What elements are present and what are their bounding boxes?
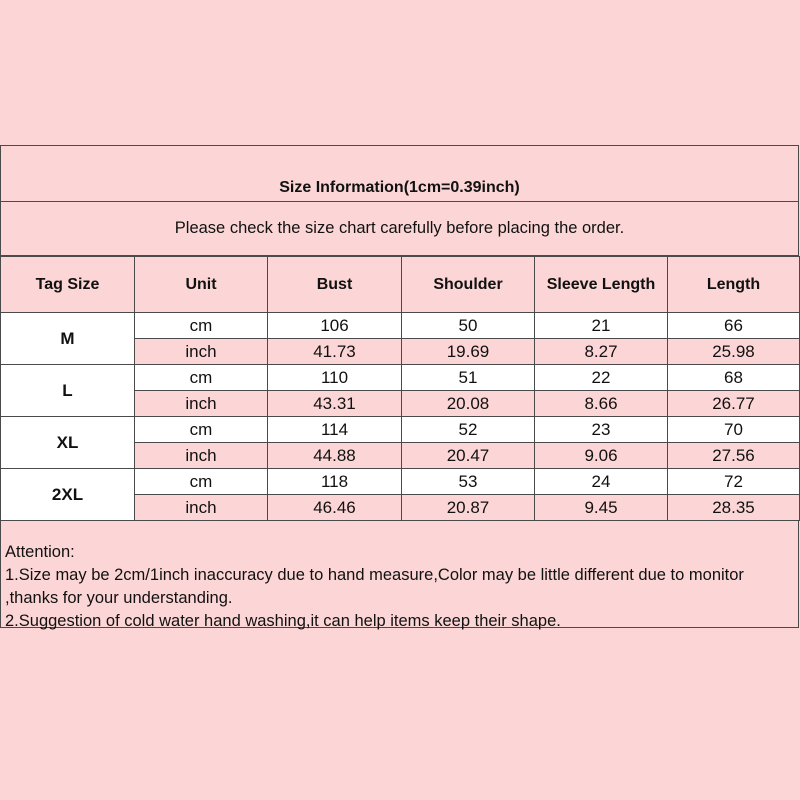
attention-heading: Attention: bbox=[5, 543, 75, 561]
shoulder-cell: 19.69 bbox=[402, 339, 535, 365]
header-sleeve-length: Sleeve Length bbox=[535, 257, 668, 313]
tag-size-cell: 2XL bbox=[1, 469, 135, 521]
order-note: Please check the size chart carefully before placing the order. bbox=[1, 202, 798, 256]
sleeve-length-cell: 24 bbox=[535, 469, 668, 495]
size-table bbox=[0, 256, 800, 521]
length-cell: 66 bbox=[668, 313, 800, 339]
length-cell: 70 bbox=[668, 417, 800, 443]
unit-cell: inch bbox=[135, 339, 268, 365]
sleeve-length-cell: 22 bbox=[535, 365, 668, 391]
bust-cell: 114 bbox=[268, 417, 402, 443]
shoulder-cell: 51 bbox=[402, 365, 535, 391]
unit-cell: cm bbox=[135, 313, 268, 339]
header-length: Length bbox=[668, 257, 800, 313]
shoulder-cell: 52 bbox=[402, 417, 535, 443]
header-bust: Bust bbox=[268, 257, 402, 313]
unit-cell: inch bbox=[135, 495, 268, 521]
bust-cell: 46.46 bbox=[268, 495, 402, 521]
header-shoulder: Shoulder bbox=[402, 257, 535, 313]
unit-cell: cm bbox=[135, 365, 268, 391]
sleeve-length-cell: 23 bbox=[535, 417, 668, 443]
attention-notes bbox=[1, 521, 798, 633]
bust-cell: 110 bbox=[268, 365, 402, 391]
shoulder-cell: 50 bbox=[402, 313, 535, 339]
table-row bbox=[1, 469, 800, 495]
tag-size-cell: M bbox=[1, 313, 135, 365]
table-row bbox=[1, 365, 800, 391]
shoulder-cell: 53 bbox=[402, 469, 535, 495]
length-cell: 25.98 bbox=[668, 339, 800, 365]
header-row bbox=[1, 257, 800, 313]
attention-line-1: 1.Size may be 2cm/1inch inaccuracy due to hand measure,Color may be little different due to monitor ,thanks for your understanding. bbox=[5, 566, 744, 607]
header-tag-size: Tag Size bbox=[1, 257, 135, 313]
table-row bbox=[1, 417, 800, 443]
unit-cell: cm bbox=[135, 417, 268, 443]
sleeve-length-cell: 9.45 bbox=[535, 495, 668, 521]
sleeve-length-cell: 8.27 bbox=[535, 339, 668, 365]
shoulder-cell: 20.47 bbox=[402, 443, 535, 469]
shoulder-cell: 20.87 bbox=[402, 495, 535, 521]
attention-line-2: 2.Suggestion of cold water hand washing,it can help items keep their shape. bbox=[5, 612, 561, 630]
bust-cell: 106 bbox=[268, 313, 402, 339]
bust-cell: 43.31 bbox=[268, 391, 402, 417]
chart-title: Size Information(1cm=0.39inch) bbox=[1, 146, 798, 202]
sleeve-length-cell: 9.06 bbox=[535, 443, 668, 469]
bust-cell: 44.88 bbox=[268, 443, 402, 469]
sleeve-length-cell: 21 bbox=[535, 313, 668, 339]
length-cell: 68 bbox=[668, 365, 800, 391]
unit-cell: inch bbox=[135, 443, 268, 469]
length-cell: 26.77 bbox=[668, 391, 800, 417]
header-unit: Unit bbox=[135, 257, 268, 313]
length-cell: 72 bbox=[668, 469, 800, 495]
tag-size-cell: XL bbox=[1, 417, 135, 469]
tag-size-cell: L bbox=[1, 365, 135, 417]
size-chart bbox=[0, 145, 799, 628]
bust-cell: 41.73 bbox=[268, 339, 402, 365]
unit-cell: cm bbox=[135, 469, 268, 495]
shoulder-cell: 20.08 bbox=[402, 391, 535, 417]
table-row bbox=[1, 313, 800, 339]
unit-cell: inch bbox=[135, 391, 268, 417]
sleeve-length-cell: 8.66 bbox=[535, 391, 668, 417]
length-cell: 27.56 bbox=[668, 443, 800, 469]
bust-cell: 118 bbox=[268, 469, 402, 495]
length-cell: 28.35 bbox=[668, 495, 800, 521]
